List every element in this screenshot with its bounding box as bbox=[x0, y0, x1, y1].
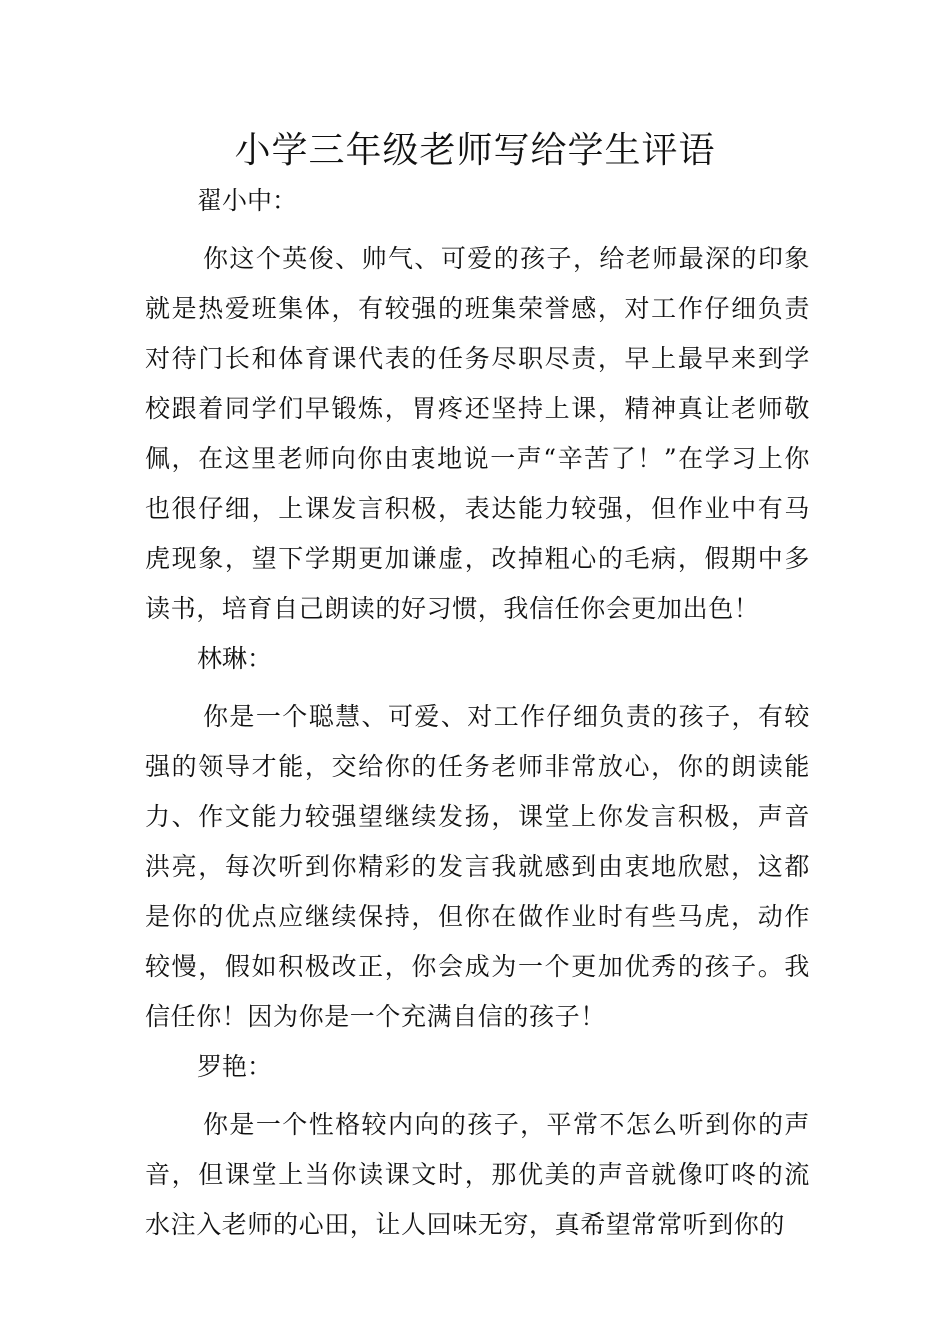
spacer bbox=[145, 684, 810, 692]
document-title: 小学三年级老师写给学生评语 bbox=[234, 130, 716, 171]
document-body bbox=[145, 176, 810, 1250]
spacer bbox=[145, 1092, 810, 1100]
student-name: 林琳： bbox=[197, 644, 273, 673]
comment-paragraph: 你是一个性格较内向的孩子，平常不怎么听到你的声音，但课堂上当你读课文时，那优美的声音就像叮咚的流水注入老师的心田，让人回味无穷，真希望常常听到你的 bbox=[145, 1110, 810, 1239]
comment-paragraph: 你是一个聪慧、可爱、对工作仔细负责的孩子，有较强的领导才能，交给你的任务老师非常放心，你的朗读能力、作文能力较强望继续发扬，课堂上你发言积极，声音洪亮，每次听到你精彩的发言我就感到由衷地欣慰，这都是你的优点应继续保持，但你在做作业时有些马虎，动作较慢，假如积极改正，你会成为一个更加优秀的孩子。我信任你！因为你是一个充满自信的孩子！ bbox=[145, 702, 810, 1031]
student-name: 翟小中： bbox=[197, 186, 298, 215]
student-name: 罗艳： bbox=[197, 1052, 273, 1081]
spacer bbox=[145, 226, 810, 234]
comment-paragraph: 你这个英俊、帅气、可爱的孩子，给老师最深的印象就是热爱班集体，有较强的班集荣誉感，对工作仔细负责对待门长和体育课代表的任务尽职尽责，早上最早来到学校跟着同学们早锻炼，胃疼还坚持上课，精神真让老师敬佩，在这里老师向你由衷地说一声“辛苦了！”在学习上你也很仔细，上课发言积极，表达能力较强，但作业中有马虎现象，望下学期更加谦虚，改掉粗心的毛病，假期中多读书，培育自己朗读的好习惯，我信任你会更加出色！ bbox=[145, 244, 810, 623]
